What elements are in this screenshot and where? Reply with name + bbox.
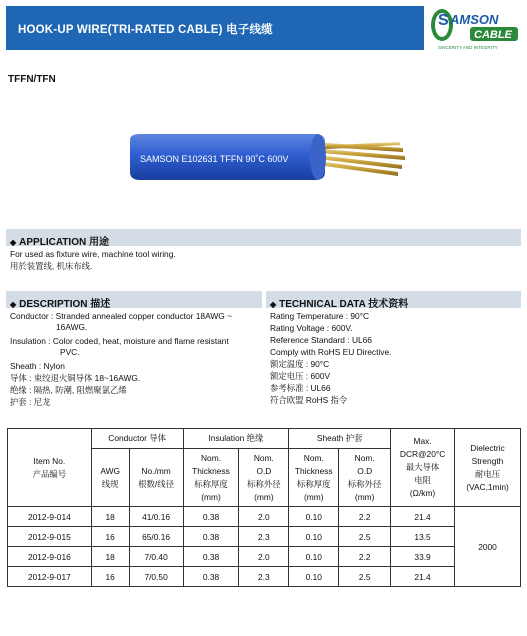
table-row	[8, 567, 521, 587]
header-nomm: No./mm 根数/线径	[129, 449, 183, 507]
cell-sh-thickness: 0.10	[289, 567, 339, 587]
diamond-icon: ◆	[10, 238, 17, 247]
desc-conductor-cont: 16AWG.	[56, 322, 88, 332]
cell-sh-thickness: 0.10	[289, 547, 339, 567]
cell-sh-thickness: 0.10	[289, 527, 339, 547]
cell-item: 2012-9-014	[8, 507, 92, 527]
cell-ins-od: 2.0	[239, 547, 289, 567]
cell-awg: 16	[91, 567, 129, 587]
cable-image	[120, 120, 420, 195]
product-code: TFFN/TFN	[8, 74, 56, 85]
cable-marking: SAMSON E102631 TFFN 90˚C 600V	[140, 154, 289, 164]
application-line-2: 用於装置线, 机床布线.	[10, 261, 93, 271]
tech-line-4: Comply with RoHS EU Directive.	[270, 347, 392, 357]
cell-dcr: 33.9	[391, 547, 455, 567]
tech-line-8: 符合欧盟 RoHS 指令	[270, 395, 348, 405]
application-line-1: For used as fixture wire, machine tool wiring.	[10, 249, 176, 259]
cell-awg: 18	[91, 507, 129, 527]
cell-sh-thickness: 0.10	[289, 507, 339, 527]
application-title-text: APPLICATION 用途	[19, 237, 109, 248]
cell-sh-od: 2.2	[339, 507, 391, 527]
header-awg: AWG 线规	[91, 449, 129, 507]
cell-nomm: 7/0.40	[129, 547, 183, 567]
spec-table	[7, 428, 521, 587]
header-ins-od: Nom. O.D 标称外径 (mm)	[239, 449, 289, 507]
cell-ins-thickness: 0.38	[183, 527, 239, 547]
desc-sheath: Sheath : Nylon	[10, 361, 65, 371]
svg-text:SINCERITY AND INTEGRITY: SINCERITY AND INTEGRITY	[438, 45, 498, 50]
diamond-icon: ◆	[270, 300, 277, 309]
desc-cn-3: 护套 : 尼龙	[10, 397, 51, 407]
tech-line-1: Rating Temperature : 90°C	[270, 311, 370, 321]
svg-text:AMSON: AMSON	[450, 12, 499, 27]
cell-sh-od: 2.2	[339, 547, 391, 567]
desc-cn-1: 导体 : 束绞退火铜导体 18~16AWG.	[10, 373, 141, 383]
cell-dcr: 13.5	[391, 527, 455, 547]
header-conductor: Conductor 导体	[91, 429, 183, 449]
samson-logo	[430, 5, 522, 51]
header-item: Item No. 产品编号	[8, 429, 92, 507]
header-sh-thickness: Nom. Thickness 标称厚度 (mm)	[289, 449, 339, 507]
desc-insulation-cont: PVC.	[60, 347, 80, 357]
cell-sh-od: 2.5	[339, 527, 391, 547]
cell-dcr: 21.4	[391, 567, 455, 587]
cell-item: 2012-9-017	[8, 567, 92, 587]
cell-awg: 18	[91, 547, 129, 567]
description-title-text: DESCRIPTION 描述	[19, 299, 111, 310]
cell-item: 2012-9-016	[8, 547, 92, 567]
header-dcr: Max. DCR@20°C 最大导体 电阻 (Ω/km)	[391, 429, 455, 507]
tech-line-5: 额定温度 : 90°C	[270, 359, 330, 369]
cell-ins-od: 2.3	[239, 567, 289, 587]
cell-item: 2012-9-015	[8, 527, 92, 547]
header-bar	[6, 6, 424, 50]
cell-ins-thickness: 0.38	[183, 507, 239, 527]
header-sh-od: Nom. O.D 标称外径 (mm)	[339, 449, 391, 507]
page-title: HOOK-UP WIRE(TRI-RATED CABLE) 电子线缆	[18, 24, 273, 36]
technical-title-text: TECHNICAL DATA 技术资料	[279, 299, 409, 310]
svg-text:CABLE: CABLE	[474, 29, 512, 41]
cell-dcr: 21.4	[391, 507, 455, 527]
table-row	[8, 527, 521, 547]
tech-line-2: Rating Voltage : 600V.	[270, 323, 353, 333]
cell-ins-od: 2.3	[239, 527, 289, 547]
application-title	[10, 233, 109, 248]
cell-ins-od: 2.0	[239, 507, 289, 527]
desc-conductor: Conductor : Stranded annealed copper conductor 18AWG ~	[10, 311, 232, 321]
cell-ins-thickness: 0.38	[183, 567, 239, 587]
table-row	[8, 507, 521, 527]
tech-line-6: 额定电压 : 600V	[270, 371, 331, 381]
cell-nomm: 7/0.50	[129, 567, 183, 587]
header-ins-thickness: Nom. Thickness 标称厚度 (mm)	[183, 449, 239, 507]
diamond-icon: ◆	[10, 300, 17, 309]
cell-dielectric: 2000	[455, 507, 521, 587]
technical-title	[270, 295, 408, 310]
description-title	[10, 295, 110, 310]
table-row	[8, 547, 521, 567]
cell-nomm: 41/0.16	[129, 507, 183, 527]
header-dielectric: Dielectric Strength 耐电压 (VAC,1min)	[455, 429, 521, 507]
header-sheath: Sheath 护套	[289, 429, 391, 449]
cell-sh-od: 2.5	[339, 567, 391, 587]
desc-insulation: Insulation : Color coded, heat, moisture and flame resistant	[10, 336, 229, 346]
cell-ins-thickness: 0.38	[183, 547, 239, 567]
cell-nomm: 65/0.16	[129, 527, 183, 547]
header-insulation: Insulation 绝缘	[183, 429, 289, 449]
cell-awg: 16	[91, 527, 129, 547]
desc-cn-2: 绝缘 : 隔热, 防潮, 阻燃聚氯乙烯	[10, 385, 127, 395]
tech-line-7: 参考标准 : UL66	[270, 383, 331, 393]
svg-text:S: S	[438, 12, 449, 29]
tech-line-3: Reference Standard : UL66	[270, 335, 372, 345]
